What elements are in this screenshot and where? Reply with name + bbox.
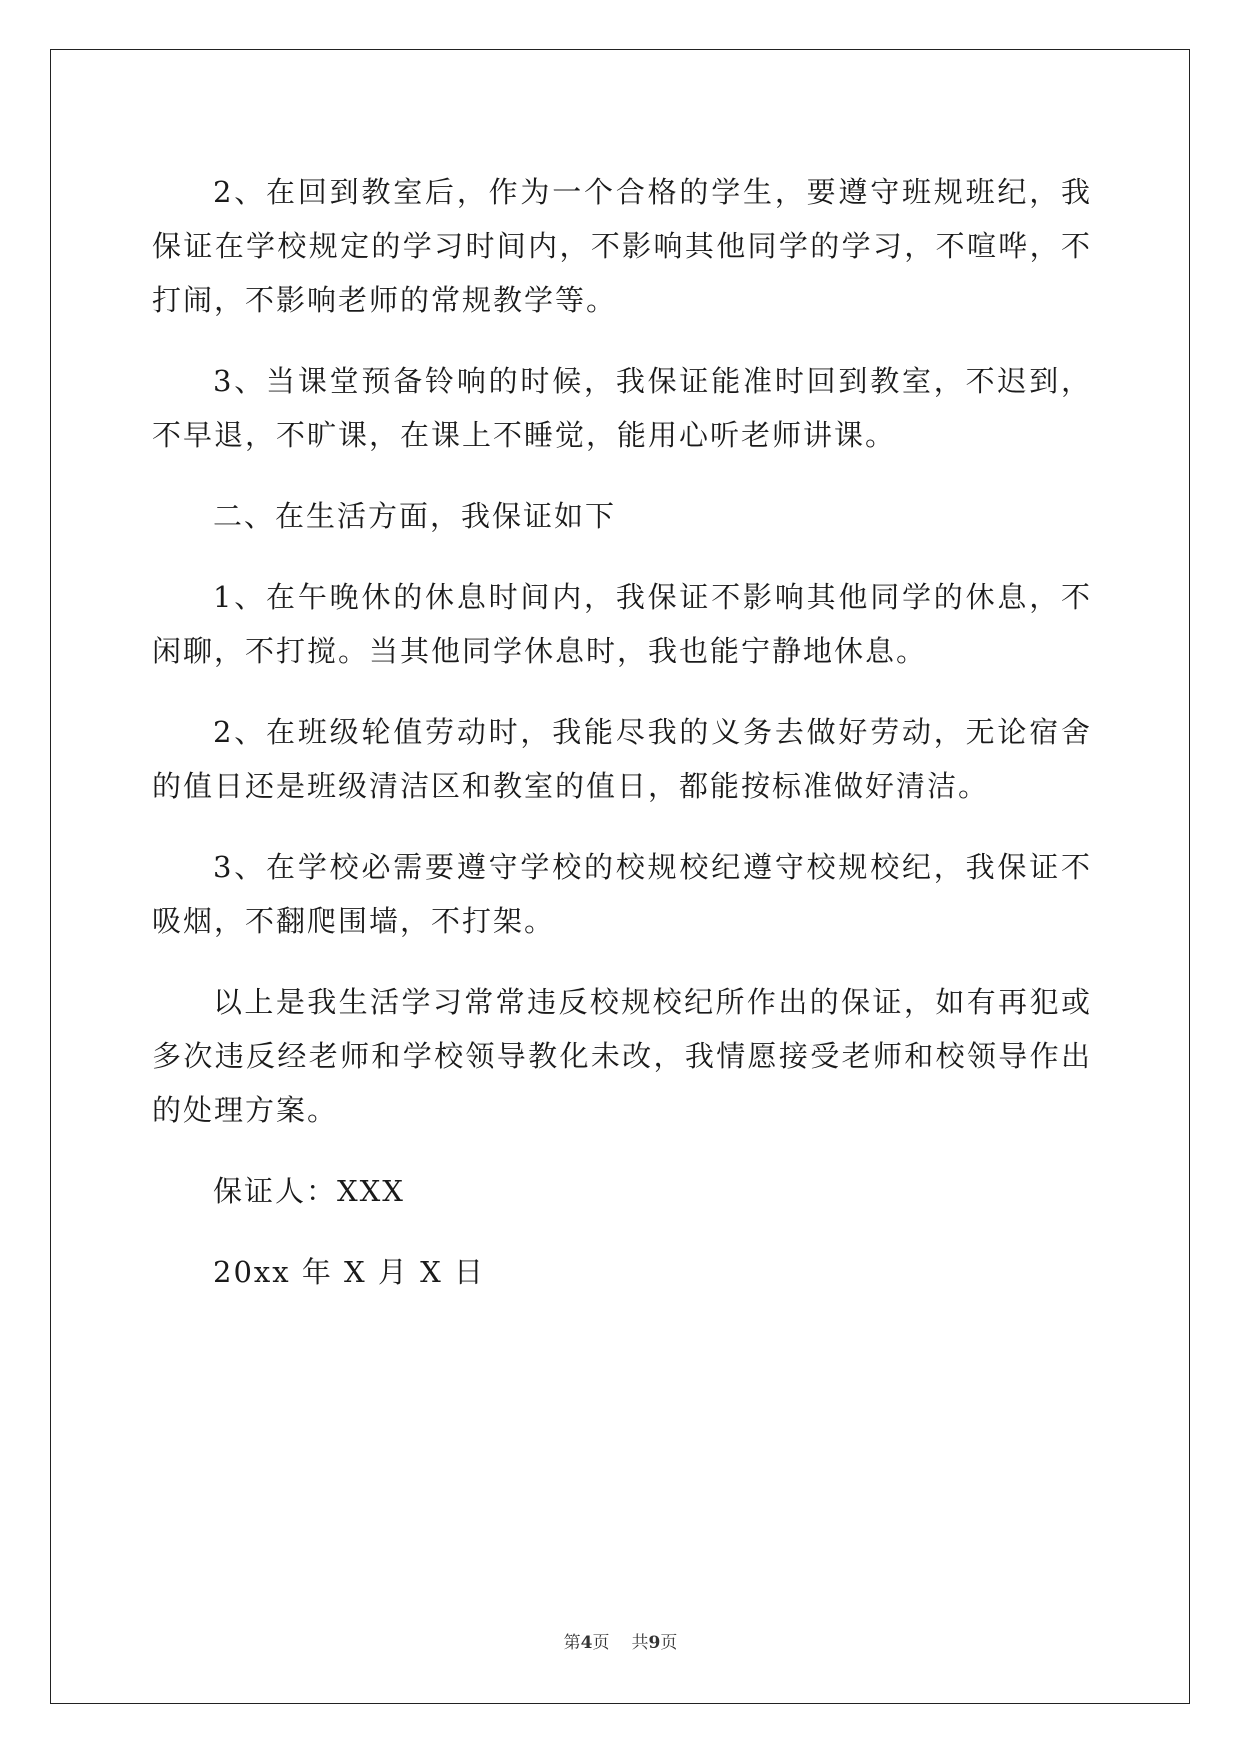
paragraph-5: 3、在学校必需要遵守学校的校规校纪遵守校规校纪，我保证不吸烟，不翻爬围墙，不打架。: [152, 850, 1092, 938]
paragraph-1: 2、在回到教室后，作为一个合格的学生，要遵守班规班纪，我保证在学校规定的学习时间内，不影响其他同学的学习，不喧哗，不打闹，不影响老师的常规教学等。: [152, 175, 1092, 317]
paragraph-6: 以上是我生活学习常常违反校规校纪所作出的保证，如有再犯或多次违反经老师和学校领导教化未改，我情愿接受老师和校领导作出的处理方案。: [152, 985, 1092, 1127]
paragraph-2: 3、当课堂预备铃响的时候，我保证能准时回到教室，不迟到，不早退，不旷课，在课上不睡觉，能用心听老师讲课。: [152, 364, 1092, 452]
footer-prefix: 第: [563, 1633, 581, 1653]
signatory-line: 保证人：XXX: [213, 1174, 405, 1208]
footer-total-prefix: 共: [631, 1633, 649, 1653]
paragraph-3: 1、在午晚休的休息时间内，我保证不影响其他同学的休息，不闲聊，不打搅。当其他同学休息时，我也能宁静地休息。: [152, 580, 1092, 668]
page-footer: [0, 1628, 1241, 1653]
footer-total-suffix: 页: [660, 1633, 678, 1653]
footer-total-pages: 9: [648, 1633, 661, 1653]
section-heading: 二、在生活方面，我保证如下: [213, 499, 617, 533]
date-line: 20xx 年 X 月 X 日: [213, 1255, 485, 1289]
footer-page-suffix: 页: [592, 1633, 610, 1653]
paragraph-4: 2、在班级轮值劳动时，我能尽我的义务去做好劳动，无论宿舍的值日还是班级清洁区和教室的值日，都能按标准做好清洁。: [152, 715, 1092, 803]
document-body: [152, 165, 1092, 1326]
footer-page-number: 4: [580, 1633, 593, 1653]
